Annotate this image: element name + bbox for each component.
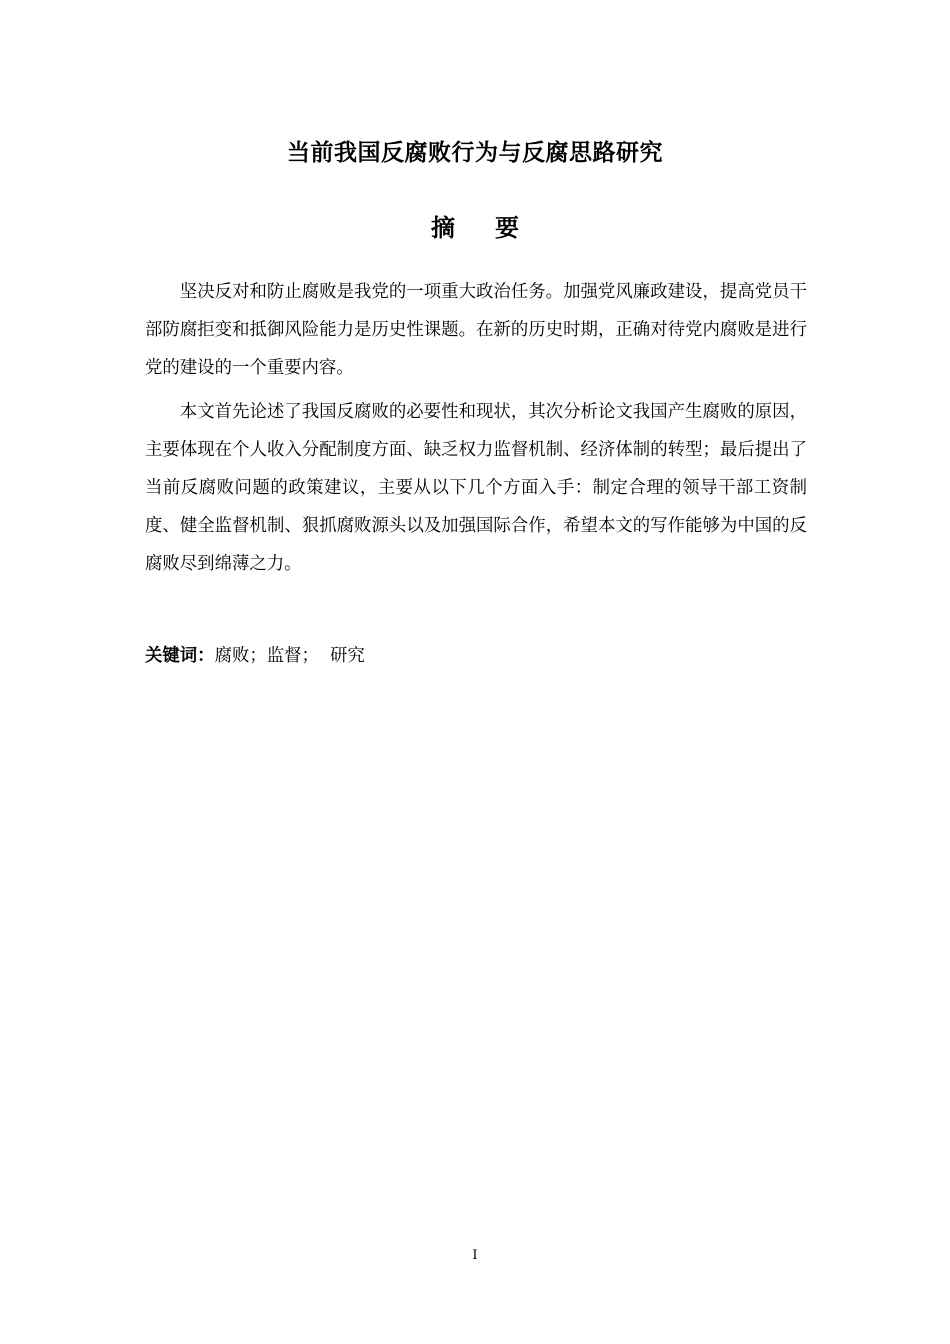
abstract-paragraph-1: 坚决反对和防止腐败是我党的一项重大政治任务。加强党风廉政建设，提高党员干部防腐拒变和抵御风险能力是历史性课题。在新的历史时期，正确对待党内腐败是进行党的建设的一个重要内容。 xyxy=(145,282,807,378)
abstract-paragraph-2: 本文首先论述了我国反腐败的必要性和现状，其次分析论文我国产生腐败的原因，主要体现在个人收入分配制度方面、缺乏权力监督机制、经济体制的转型；最后提出了当前反腐败问题的政策建议，主要从以下几个方面入手：制定合理的领导干部工资制度、健全监督机制、狠抓腐败源头以及加强国际合作，希望本文的写作能够为中国的反腐败尽到绵薄之力。 xyxy=(145,402,807,574)
keywords-value: 腐败；监督； 研究 xyxy=(214,646,365,666)
keywords-label: 关键词： xyxy=(145,646,215,666)
page-title: 当前我国反腐败行为与反腐思路研究 xyxy=(287,140,663,166)
page-number: I xyxy=(472,1248,478,1263)
abstract-heading: 摘要 xyxy=(431,214,559,242)
keywords-line xyxy=(145,637,807,675)
